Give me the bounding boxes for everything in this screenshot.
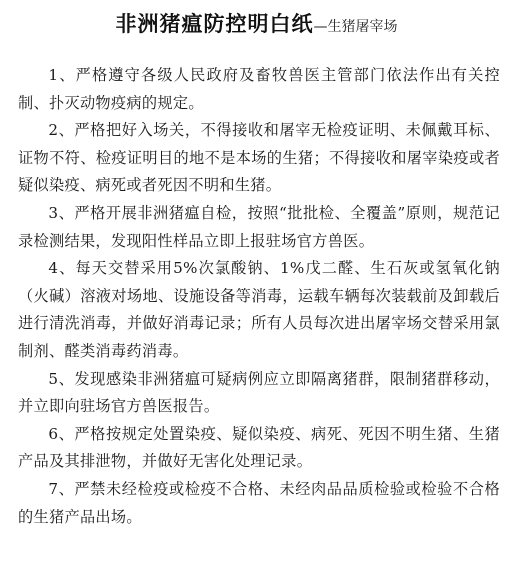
document-header <box>0 8 513 42</box>
document-title: 非洲猪瘟防控明白纸 <box>115 12 314 36</box>
document-subtitle: —生猪屠宰场 <box>313 19 398 35</box>
rule-item-2: 2、严格把好入场关，不得接收和屠宰无检疫证明、未佩戴耳标、证物不符、检疫证明目的地不是本场的生猪；不得接收和屠宰染疫或者疑似染疫、病死或者死因不明和生猪。 <box>18 121 500 195</box>
rule-item-5: 5、发现感染非洲猪瘟可疑病例应立即隔离猪群，限制猪群移动，并立即向驻场官方兽医报告。 <box>18 369 500 416</box>
rule-item-1: 1、严格遵守各级人民政府及畜牧兽医主管部门依法作出有关控制、扑灭动物疫病的规定。 <box>18 66 500 112</box>
rule-item-7: 7、严禁未经检疫或检疫不合格、未经肉品品质检验或检验不合格的生猪产品出场。 <box>18 479 500 526</box>
rule-item-6: 6、严格按规定处置染疫、疑似染疫、病死、死因不明生猪、生猪产品及其排泄物，并做好无害化处理记录。 <box>18 424 500 471</box>
rule-item-3: 3、严格开展非洲猪瘟自检，按照“批批检、全覆盖”原则，规范记录检测结果，发现阳性样品立即上报驻场官方兽医。 <box>18 203 500 250</box>
rules-list <box>18 62 500 531</box>
rule-item-4: 4、每天交替采用5%次氯酸钠、1%戊二醛、生石灰或氢氧化钠（火碱）溶液对场地、设施设备等消毒，运载车辆每次装载前及卸载后进行清洗消毒，并做好消毒记录；所有人员每次进出屠宰场交替采用氯制剂、醛类消毒药消毒。 <box>18 259 500 360</box>
